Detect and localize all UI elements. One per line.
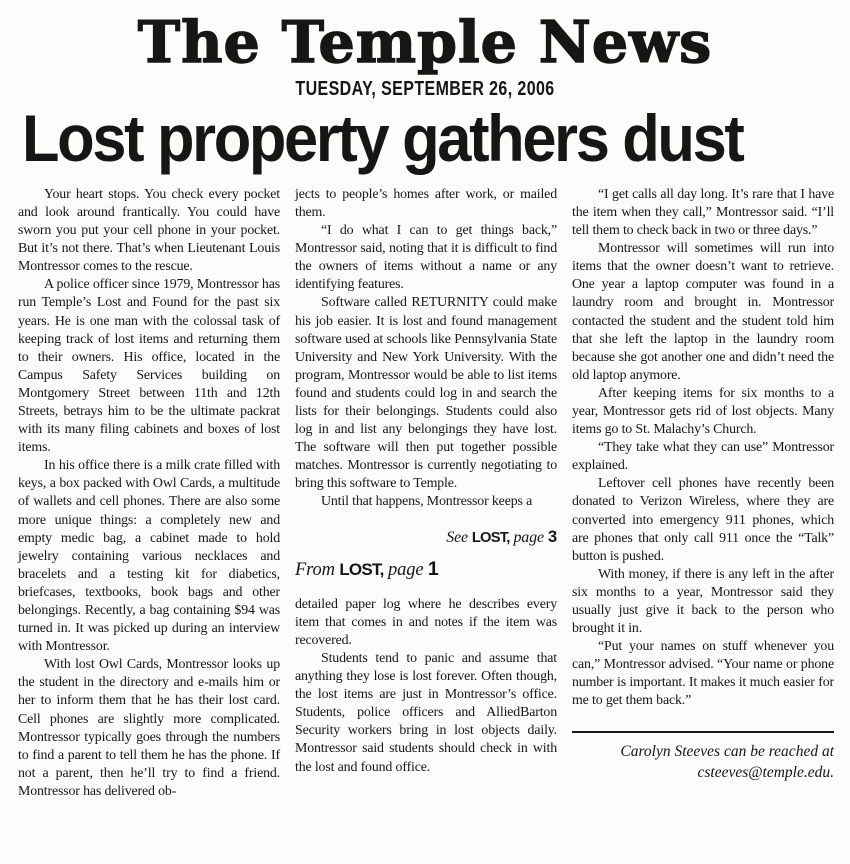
paragraph: Software called RETURNITY could make his job easier. It is lost and found management software used at schools like Pennsylvania State University and New York University. With the program, Montressor would be able to list items found and students could log in and search the lists for their belongings. Students could also log in and list any belongings they have lost. The software will then put together possible matches. Montressor is currently negotiating to bring this software to Temple. xyxy=(295,295,557,492)
column-2 xyxy=(295,186,557,801)
jump-from-word: From xyxy=(295,559,335,580)
paragraph: Montressor will sometimes will run into items that the owner doesn’t want to retrieve. One year a laptop computer was found in a laundry room and brought in. Montressor contacted the student and the student told him that she left the laptop in the laundry room because she got another one and didn’t need the old laptop anymore. xyxy=(572,241,834,383)
paragraph: After keeping items for six months to a year, Montressor gets rid of lost objects. Many items go to St. Malachy’s Church. xyxy=(572,385,834,438)
paragraph: In his office there is a milk crate filled with keys, a box packed with Owl Cards, a multitude of wallets and cell phones. There are also some more unique things: a completely new and empty medic bag, a cabinet made to hold jewelry containing various necklaces and bracelets and a testing kit for diabetics, briefcases, textbooks, book bags and other belongings. Recently, a bag containing $94 was turned in. It was picked up during an interview with Montressor. xyxy=(18,458,280,655)
jump-see-word: See xyxy=(446,528,468,546)
paragraph: “They take what they can use” Montressor explained. xyxy=(572,440,834,474)
paragraph: Leftover cell phones have recently been donated to Verizon Wireless, where they are converted into emergency 911 phones, which are phones that only call 911 once the “Talk” button is pushed. xyxy=(572,476,834,564)
paragraph: A police officer since 1979, Montressor has run Temple’s Lost and Found for the past six years. He is one man with the colossal task of keeping track of lost items and returning them to their owners. His office, located in the Campus Safety Services building on Montgomery Street between 11th and 12th Streets, betrays him to be the ultimate packrat with its many filing cabinets and boxes of lost items. xyxy=(18,277,280,456)
headline: Lost property gathers dust xyxy=(22,100,743,175)
byline-email: csteeves@temple.edu. xyxy=(697,763,834,781)
paragraph: “I do what I can to get things back,” Montressor said, noting that it is difficult to find the owners of items without a name or any identifying features. xyxy=(295,223,557,293)
paragraph: Your heart stops. You check every pocket and look around frantically. You could have sworn you put your cell phone in your pocket. But it’s not there. That’s when Lieutenant Louis Montressor comes to the rescue. xyxy=(18,186,280,275)
column-3 xyxy=(572,186,834,801)
paragraph: “Put your names on stuff whenever you can,” Montressor advised. “Your name or phone number is important. It makes it much easier for me to get them back.” xyxy=(572,639,834,709)
byline-author: Carolyn Steeves can be reached at xyxy=(620,742,834,760)
jump-slug: LOST, xyxy=(339,559,384,579)
jump-to-line xyxy=(295,528,557,547)
paragraph: Until that happens, Montressor keeps a xyxy=(321,494,533,510)
paragraph-continuation: jects to people’s homes after work, or mailed them. xyxy=(295,186,557,220)
column-1 xyxy=(18,186,280,801)
paragraph-continuation: detailed paper log where he describes every item that comes in and notes if the item was recovered. xyxy=(295,596,557,648)
masthead-title: The Temple News xyxy=(137,9,713,76)
paragraph: Students tend to panic and assume that anything they lose is lost forever. Often though, the lost items are just in Montressor’s office. Students, police officers and AlliedBarton Security workers bring in lost objects daily. Montressor said students should check in with the lost and found office. xyxy=(295,651,557,775)
jump-slug: LOST, xyxy=(471,529,510,546)
paragraph: “I get calls all day long. It’s rare that I have the item when they call,” Montressor said. “I’ll tell them to check back in two or three days.” xyxy=(572,186,834,239)
byline-block xyxy=(572,731,834,783)
jump-from-line xyxy=(295,557,557,580)
byline-divider xyxy=(572,731,834,733)
jump-page-word: page xyxy=(513,528,544,546)
dateline: TUESDAY, SEPTEMBER 26, 2006 xyxy=(295,77,555,100)
jump-page-number: 1 xyxy=(427,557,439,580)
paragraph: With money, if there is any left in the after six months to a year, Montressor said they usually just give it back to the person who brought it in. xyxy=(572,566,834,637)
jump-page-number: 3 xyxy=(547,526,557,546)
article-body xyxy=(0,172,850,801)
jump-page-word: page xyxy=(388,559,424,580)
paragraph: With lost Owl Cards, Montressor looks up the student in the directory and e-mails him or her to inform them that he has their lost card. Cell phones are slightly more complicated. Montressor typically goes through the numbers to find a parent to tell them he has the phone. If not a parent, then he’ll try to find a friend. Montressor has delivered ob- xyxy=(18,657,280,799)
